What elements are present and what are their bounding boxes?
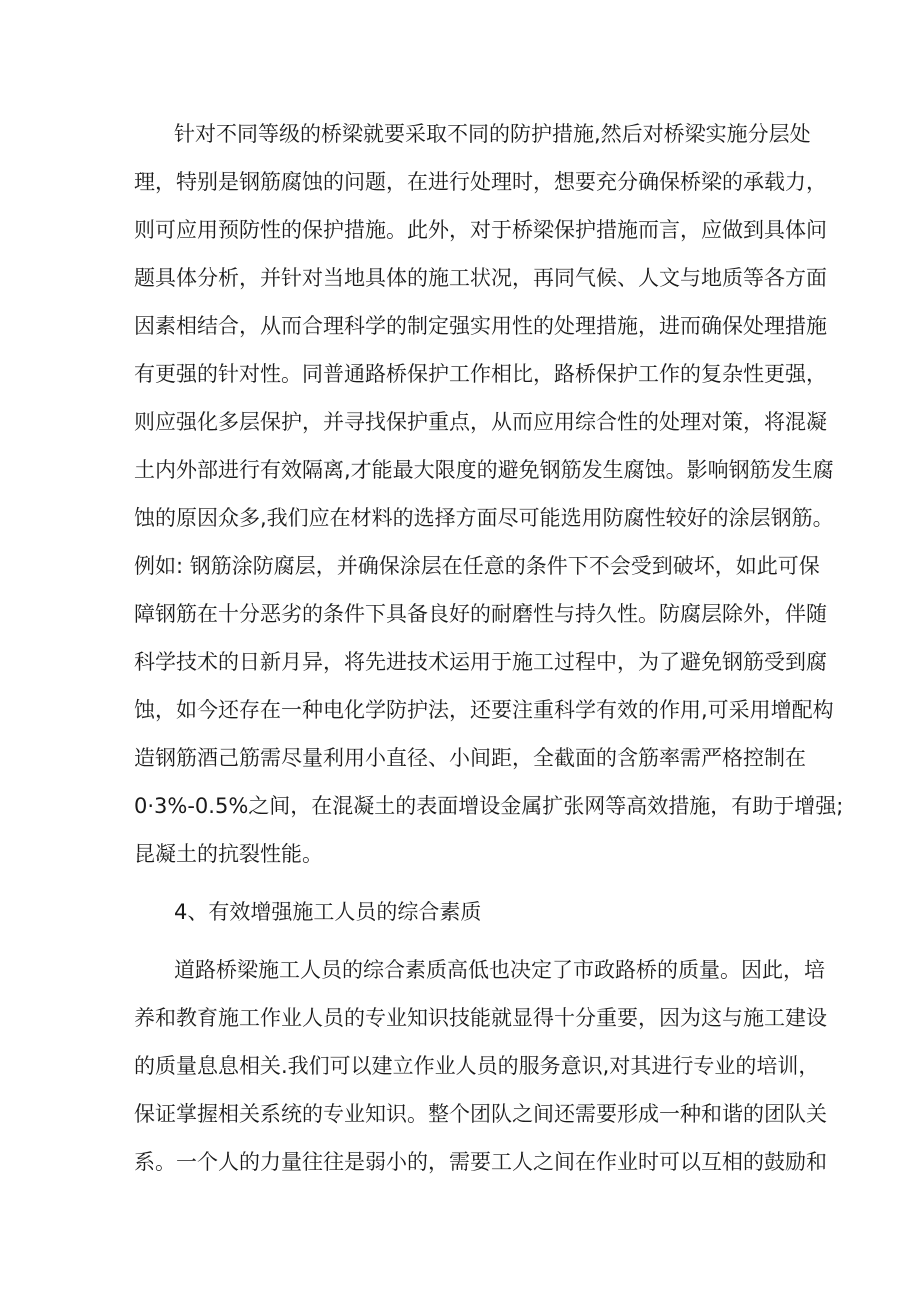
paragraph-line: 道路桥梁施工人员的综合素质高低也决定了市政路桥的质量。因此，培 bbox=[174, 958, 825, 982]
paragraph-line: 理，特别是钢筋腐蚀的问题，在进行处理时，想要充分确保桥梁的承载力， bbox=[134, 170, 827, 194]
paragraph-line: 有更强的针对性。同普通路桥保护工作相比，路桥保护工作的复杂性更强， bbox=[134, 362, 827, 386]
paragraph-line: 题具体分析，并针对当地具体的施工状况，再同气候、人文与地质等各方面 bbox=[134, 266, 827, 290]
section-heading: 4、有效增强施工人员的综合素质 bbox=[174, 900, 482, 924]
paragraph-line: 养和教育施工作业人员的专业知识技能就显得十分重要，因为这与施工建设 bbox=[134, 1006, 827, 1030]
paragraph-line: 障钢筋在十分恶劣的条件下具备良好的耐磨性与持久性。防腐层除外，伴随 bbox=[134, 602, 827, 626]
paragraph-line: 蚀，如今还存在一种电化学防护法，还要注重科学有效的作用,可采用增配构 bbox=[134, 698, 834, 722]
paragraph-line: 系。一个人的力量往往是弱小的，需要工人之间在作业时可以互相的鼓励和 bbox=[134, 1150, 827, 1174]
paragraph-line: 针对不同等级的桥梁就要采取不同的防护措施,然后对桥梁实施分层处 bbox=[174, 122, 811, 146]
paragraph-line: 土内外部进行有效隔离,才能最大限度的避免钢筋发生腐蚀。影响钢筋发生腐 bbox=[134, 458, 834, 482]
paragraph-line: 科学技术的日新月异，将先进技术运用于施工过程中，为了避免钢筋受到腐 bbox=[134, 650, 827, 674]
paragraph-line: 昆凝土的抗裂性能。 bbox=[134, 842, 323, 866]
paragraph-line: 例如: 钢筋涂防腐层，并确保涂层在任意的条件下不会受到破坏，如此可保 bbox=[134, 554, 820, 578]
paragraph-line: 则应强化多层保护，并寻找保护重点，从而应用综合性的处理对策，将混凝 bbox=[134, 410, 827, 434]
paragraph-line: 保证掌握相关系统的专业知识。整个团队之间还需要形成一种和谐的团队关 bbox=[134, 1102, 827, 1126]
paragraph-line: 因素相结合，从而合理科学的制定强实用性的处理措施，进而确保处理措施 bbox=[134, 314, 827, 338]
paragraph-line: 则可应用预防性的保护措施。此外，对于桥梁保护措施而言，应做到具体问 bbox=[134, 218, 827, 242]
paragraph-line: 蚀的原因众多,我们应在材料的选择方面尽可能选用防腐性较好的涂层钢筋。 bbox=[134, 506, 834, 530]
paragraph-line: 造钢筋酒己筋需尽量利用小直径、小间距，全截面的含筋率需严格控制在 bbox=[134, 746, 806, 770]
paragraph-line: 0·3%-0.5%之间，在混凝土的表面增设金属扩张网等高效措施，有助于增强; bbox=[134, 794, 844, 818]
paragraph-line: 的质量息息相关.我们可以建立作业人员的服务意识,对其进行专业的培训， bbox=[134, 1054, 820, 1078]
